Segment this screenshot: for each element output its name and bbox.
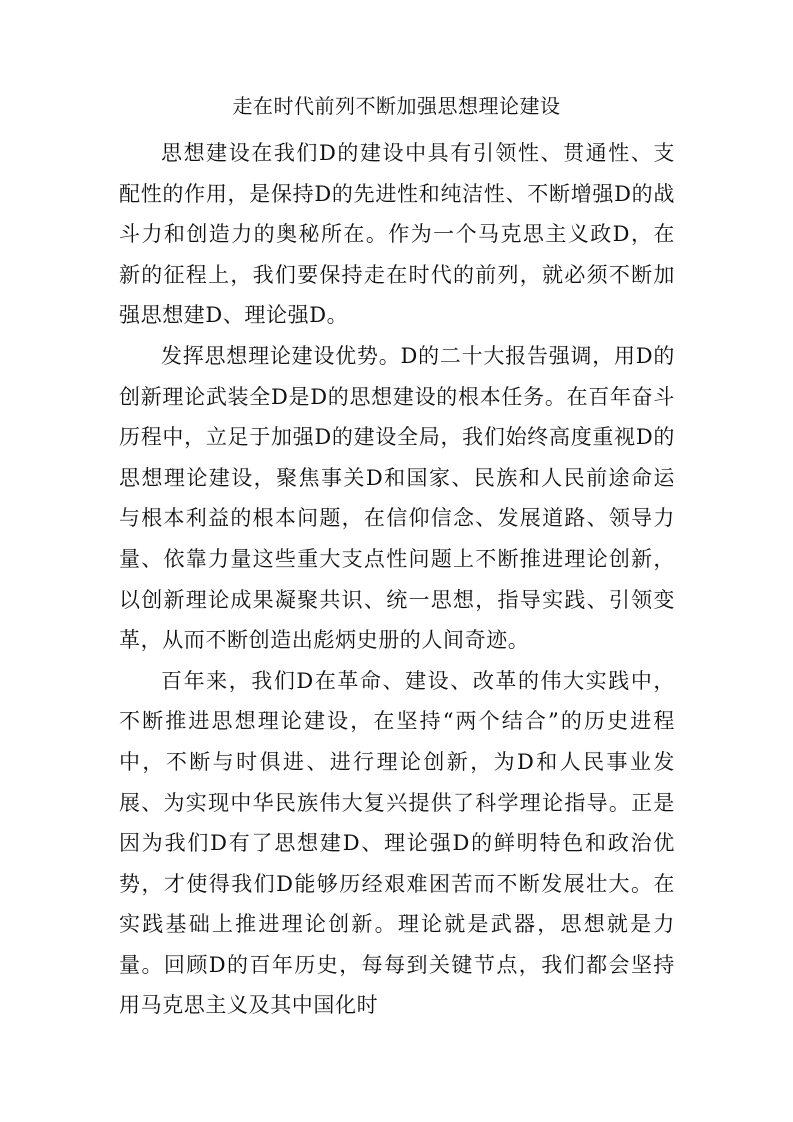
- paragraph: 百年来，我们D在革命、建设、改革的伟大实践中，不断推进思想理论建设，在坚持“两个结合”的历史进程中，不断与时俱进、进行理论创新，为D和人民事业发展、为实现中华民族伟大复兴提供了科学理论指导。正是因为我们D有了思想建D、理论强D的鲜明特色和政治优势，才使得我们D能够历经艰难困苦而不断发展壮大。在实践基础上推进理论创新。理论就是武器，思想就是力量。回顾D的百年历史，每每到关键节点，我们都会坚持用马克思主义及其中国化时: [119, 668, 675, 1018]
- document-body: [119, 133, 675, 1026]
- paragraph: 思想建设在我们D的建设中具有引领性、贯通性、支配性的作用，是保持D的先进性和纯洁性、不断增强D的战斗力和创造力的奥秘所在。作为一个马克思主义政D，在新的征程上，我们要保持走在时代的前列，就必须不断加强思想建D、理论强D。: [119, 141, 675, 328]
- document-title: 走在时代前列不断加强思想理论建设: [232, 94, 561, 118]
- paragraph: 发挥思想理论建设优势。D的二十大报告强调，用D的创新理论武装全D是D的思想建设的根本任务。在百年奋斗历程中，立足于加强D的建设全局，我们始终高度重视D的思想理论建设，聚焦事关D和国家、民族和人民前途命运与根本利益的根本问题，在信仰信念、发展道路、领导力量、依靠力量这些重大支点性问题上不断推进理论创新，以创新理论成果凝聚共识、统一思想，指导实践、引领变革，从而不断创造出彪炳史册的人间奇迹。: [119, 343, 675, 653]
